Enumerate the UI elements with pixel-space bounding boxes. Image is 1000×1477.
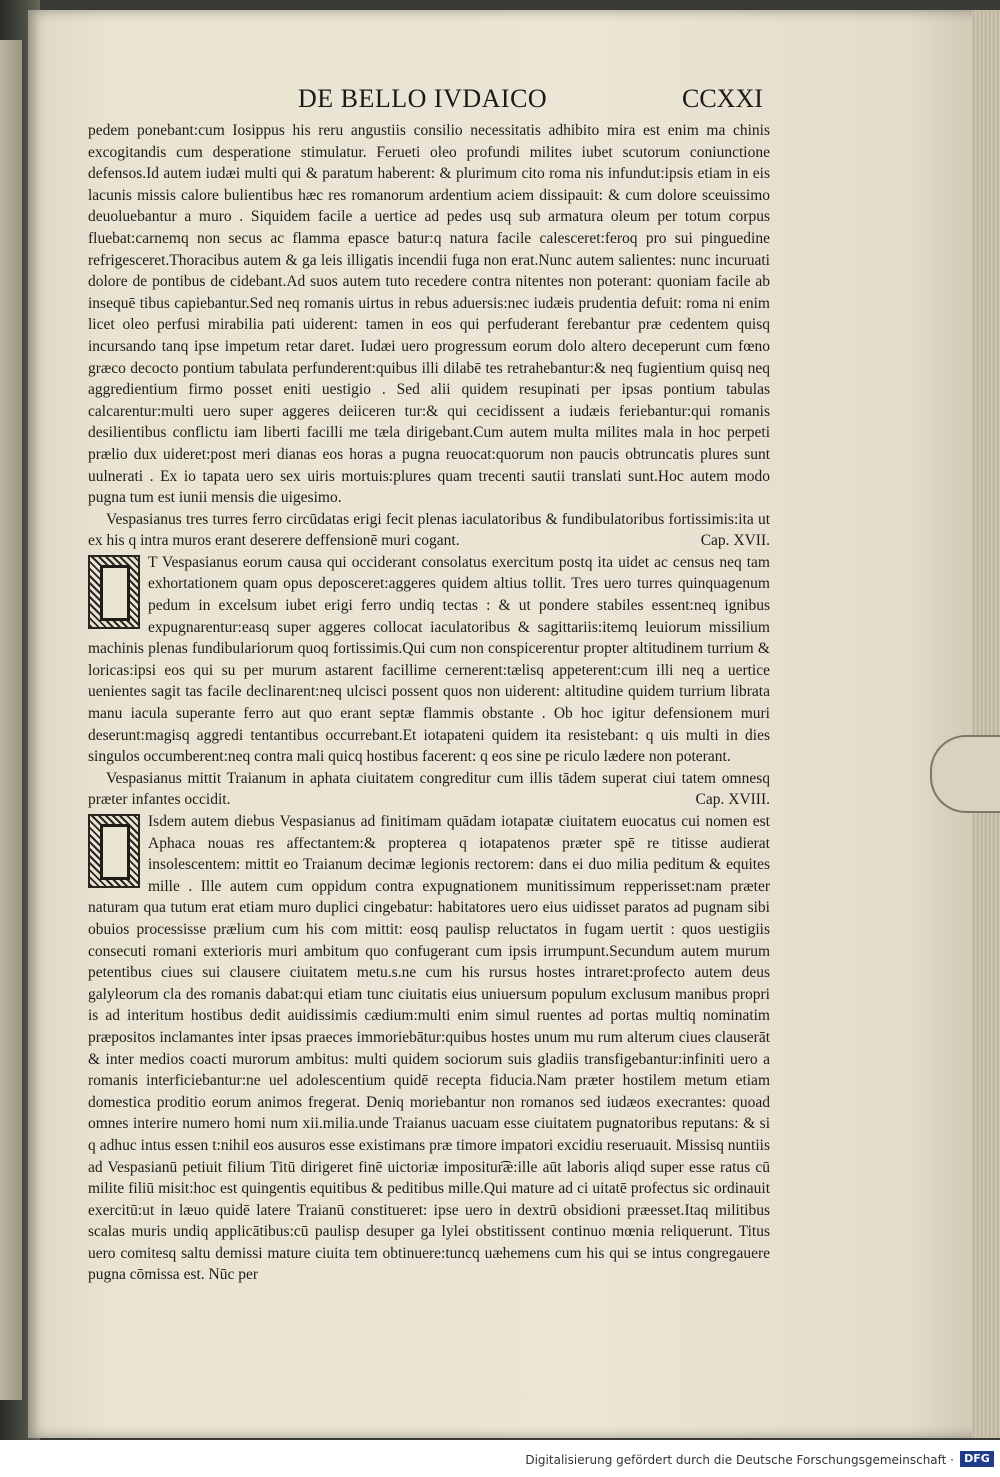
text-block [88, 120, 770, 1286]
initial-i-icon [88, 814, 140, 888]
chapter-17-label: Cap. XVII. [700, 532, 770, 550]
paragraph-3: Isdem autem diebus Vespasianus ad finitimam quādam iotapatæ ciuitatem euocatus cui nomen est Aphaca nouas res affectantem:& propterea q iotapatenos præter spē re titisse audierat insolescentem: mittit eo Traianum decimæ legionis rectorem: dans ei duo milia peditum & equites mille . Ille autem cum oppidum contra expugnationem munitissimum repperisset:nam præter naturam qua tutum erat etiam muro duplici cingebatur: habitatores uero eius uidisset paratos ad pugnam sibi obuios processisse prælium cum his com mittit: eosq paulisp reluctatos in fugam uertit : quos uestigiis consecuti romani exterioris muri ambitum quo confugerant cum ipsis irrumpunt.Secundum autem murum petentibus ciues sui clausere ciuitatem metu.s.ne cum his rursus hostes intraret:profecto autem deus galyleorum cla des romanis dabat:qui etiam tunc ciuitatis eius uniuersum populum exclusum manibus propri is ad interitum hostibus dedit auidissimis cædium:multi enim simul ruentes ad portas multiq nominatim præpositos inclamantes inter ipsas praeces immoriebātur:quibus hostes unum mu rum alterum ciues clauserāt & inter medios coacti murorum ambitus: multi quidem sociorum suis gladiis transfigebantur:infiniti uero a romanis interficiebantur:ne uel adolescentium quidē recepta fiducia.Nam præter hostilem metum etiam domestica proditio eorum animos fregerat. Deniq moriebantur non romanos sed iudæos execrantes: quoad omnes interire numero homi num xii.milia.unde Traianus uacuam esse ciuitatem pugnatoribus reputans: & si q adhuc intus essen t:nihil eos ausuros esse existimans præ timore impatori excidiu reseruauit. Missisq nuntiis ad Vespasianū petiuit filium Titū dirigeret finē uictoriæ impositur͡æ:ille aūt laboris aliqd super esse ratus cū milite filiū misit:hoc est quingentis equitibus & peditibus mille.Qui mature ad ci uitatē profectus sic ordinauit exercitū:ut in læuo quidē latere Traianū constitueret: ipse uero in dextrū obsidioni præesset.Itaq militibus scalas muris undiq applicātibus:cū paulisp desuper ga lylei obstitissent continuo mœnia reliquerunt. Titus uero comitesq saltu demissi mature ciuita tem obtinuere:tuncq uæhemens cum his qui se intus congregauere pugna cōmissa est. Nūc per [88, 813, 770, 1284]
chapter-18-label: Cap. XVIII. [695, 791, 770, 809]
bookmark-tab [930, 735, 1000, 813]
page-edges [972, 10, 1000, 1438]
chapter-18-summary [88, 768, 770, 811]
chapter-18-summary-text: Vespasianus mittit Traianum in aphata ciuitatem congreditur cum illis tādem superat ciui tatem omnesq præter infantes occidit. [88, 769, 770, 809]
folio-number: CCXXI [682, 84, 763, 113]
running-title: DE BELLO IVDAICO [298, 84, 548, 113]
initial-e-icon [88, 555, 140, 629]
chapter-17-summary-text: Vespasianus tres turres ferro circūdatas erigi fecit plenas iaculatoribus & fundibulatoribus fortissimis:ita ut ex his q intra muros erant deserere deffensionē muri cogant. [88, 510, 770, 550]
chapter-17-summary [88, 509, 770, 552]
dfg-logo-icon: DFG [960, 1451, 994, 1467]
paragraph-1: pedem ponebant:cum Iosippus his reru angustiis consilio necessitatis adhibito mira est enim ma chinis excogitandis cum desperatione stimulatur. Ferueti oleo profundi milites iubet scutorum coniunctione defensos.Id autem iudæi multi qui & paratum haberent: & plurimum cito roma nis infundut:ipsis etiam in eis lacunis missis calore bulientibus hæc res romanorum ardentium aciem dissipauit: & cum dolore sceuissimo deuoluebantur a muro . Siquidem facile a uertice ad pedes usq sub armatura oleum per totum corpus fluebat:carnemq non secus ac flamma epasce batur:q natura facile calesceret:feroq pro sui pinguedine refrigesceret.Thoracibus autem & ga leis illigatis incendii fuga non erat.Nunc autem salientes: nunc incuruati dolore de pontibus de cidebant.Ad suos autem tuto recedere contra nitentes non poterant: quoniam facile ab insequē tibus capiebantur.Sed neq romanis uirtus in rebus aduersis:nec iudæis prudentia defuit: roma ni enim licet oleo perfusi mirabilia pati uiderent: tamen in eos qui perfuderant ferebantur præ cedentem quisq incursando tanq ipse impetum retar daret. Iudæi uero progressum eorum dolo altero deceperunt cum fœno græco decocto pontium tabulata perfunderent:quibus illi dilabē tes retrahebantur:& neq fugientium quisq neq aggredientium firmo posset eniti uestigio . Sed alii quidem resupinati per ipsas pontium tabulas calcarentur:multi uero super aggeres deiiceren tur:& qui cecidissent a iudæis feriebantur:qui romanis desilientibus conflictu iam liberti facilli me tæla dirigebant.Cum autem multa milites mala in hoc perpeti prælio dux uideret:post meri dianas eos horas a pugna reuocat:quorum non paucis obtruncatis plures sunt uulnerati . Ex io tapata uero sex uiris mortuis:plures quam trecenti sautii translati sunt.Hoc autem modo pugna tum est iunii mensis die uigesimo. [88, 122, 770, 507]
footer-bar [0, 1440, 1000, 1477]
running-header [0, 84, 1000, 124]
paragraph-2: T Vespasianus eorum causa qui occiderant consolatus exercitum postq ita uidet ac census neq tam exhortationem quam opus deposceret:aggeres quidem altius tollit. Tres uero turres quinquagenum pedum in excelsum iubet erigi ferro undiq tectas : & ut pondere stabiles essent:neq ignibus expugnarentur:easq super aggeres collocat iaculatoribus & sagittariis:itemq leuiorum missilium machinis plenas fundibulariorum quoq fortissimis.Qui cum non conspicerentur propter altitudinem turrium & loricas:ipsi eos qui su per murum astarent facillime cernerent:tælisq appeterent:cum illi neq a uertice uenientes sagit tas facile declinarent:neq ulcisci possent quos non uiderent: altitudine quidem turrium librata manu iacula superante ferro aut quo erant septæ flammis obstante . Ob hoc igitur defensionem muri deserunt:magisq aggredi tentantibus occurrebant.Et iotapateni quidem ita resistebant: q uis multi in dies singulos occumberent:neq contra mali quicq hostibus facerent: q eos sine pe riculo lædere non poterant. [88, 553, 770, 766]
facing-page-edge [0, 40, 22, 1400]
funding-credit: Digitalisierung gefördert durch die Deutsche Forschungsgemeinschaft · [525, 1453, 954, 1467]
